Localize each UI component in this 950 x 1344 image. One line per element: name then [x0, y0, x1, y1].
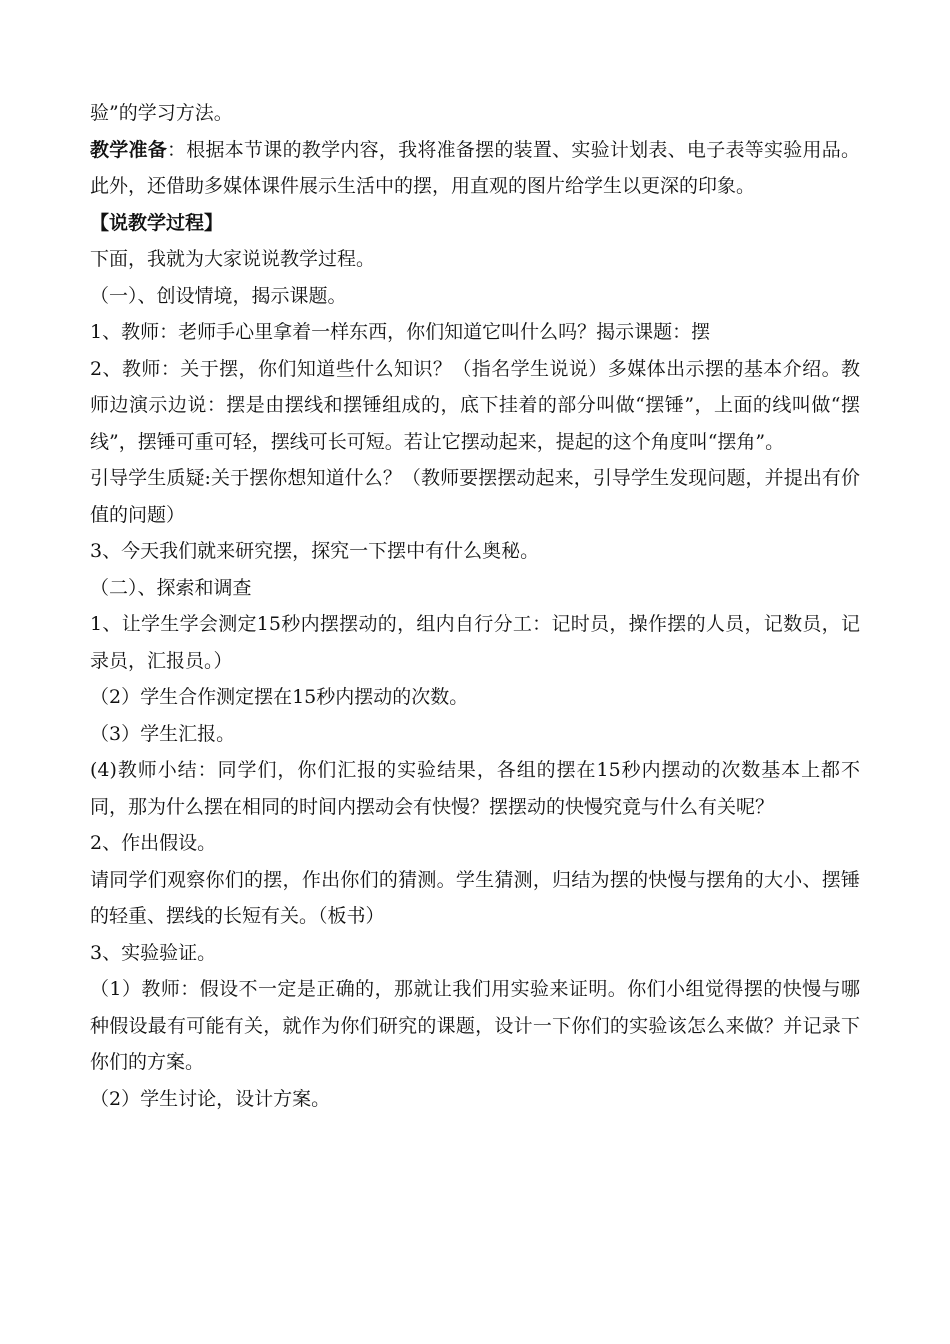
paragraph-text: 3、今天我们就来研究摆，探究一下摆中有什么奥秘。 — [90, 540, 540, 562]
teaching-preparation-label: 教学准备 — [90, 138, 168, 161]
paragraph-step-1 — [90, 314, 860, 351]
paragraph-teaching-preparation — [90, 132, 860, 205]
paragraph-step-2 — [90, 351, 860, 461]
paragraph-method-end — [90, 95, 860, 132]
paragraph-text: （二）、探索和调查 — [90, 576, 252, 599]
paragraph-text: 1、教师：老师手心里拿着一样东西，你们知道它叫什么吗？揭示课题：摆 — [90, 321, 711, 343]
paragraph-experiment-1 — [90, 971, 860, 1081]
paragraph-step-3 — [90, 533, 860, 570]
paragraph-text: ：根据本节课的教学内容，我将准备摆的装置、实验计划表、电子表等实验用品。此外，还借助多媒体课件展示生活中的摆，用直观的图片给学生以更深的印象。 — [90, 138, 860, 197]
paragraph-explore-3 — [90, 716, 860, 753]
paragraph-intro — [90, 241, 860, 278]
paragraph-text: （1）教师：假设不一定是正确的，那就让我们用实验来证明。你们小组觉得摆的快慢与哪种假设最有可能有关，就作为你们研究的课题，设计一下你们的实验该怎么来做？并记录下你们的方案。 — [90, 978, 860, 1073]
section-heading: 【说教学过程】 — [90, 211, 224, 234]
paragraph-guide-questions — [90, 460, 860, 533]
section-heading-teaching-process — [90, 205, 860, 242]
paragraph-hypothesis-heading — [90, 825, 860, 862]
paragraph-text: 2、作出假设。 — [90, 832, 217, 854]
paragraph-text: 请同学们观察你们的摆，作出你们的猜测。学生猜测，归结为摆的快慢与摆角的大小、摆锤的轻重、摆线的长短有关。（板书） — [90, 868, 860, 927]
paragraph-hypothesis — [90, 862, 860, 935]
paragraph-experiment-heading — [90, 935, 860, 972]
subsection-one-heading — [90, 278, 860, 315]
paragraph-text: 1、让学生学会测定15秒内摆摆动的，组内自行分工：记时员，操作摆的人员，记数员，记录员，汇报员。） — [90, 613, 860, 672]
paragraph-explore-4 — [90, 752, 860, 825]
paragraph-experiment-2 — [90, 1081, 860, 1118]
paragraph-explore-2 — [90, 679, 860, 716]
paragraph-text: 引导学生质疑:关于摆你想知道什么？（教师要摆摆动起来，引导学生发现问题，并提出有价值的问题） — [90, 467, 860, 526]
paragraph-text: （3）学生汇报。 — [90, 722, 236, 745]
paragraph-text: （2）学生合作测定摆在15秒内摆动的次数。 — [90, 686, 469, 708]
paragraph-explore-1 — [90, 606, 860, 679]
paragraph-text: 下面，我就为大家说说教学过程。 — [90, 248, 376, 270]
paragraph-text: （2）学生讨论，设计方案。 — [90, 1087, 331, 1110]
subsection-two-heading — [90, 570, 860, 607]
paragraph-text: 3、实验验证。 — [90, 941, 217, 964]
paragraph-text: (4)教师小结：同学们，你们汇报的实验结果，各组的摆在15秒内摆动的次数基本上都不同，那为什么摆在相同的时间内摆动会有快慢？摆摆动的快慢究竟与什么有关呢？ — [90, 759, 860, 818]
paragraph-text: 验”的学习方法。 — [90, 102, 233, 124]
paragraph-text: 2、教师：关于摆，你们知道些什么知识？（指名学生说说）多媒体出示摆的基本介绍。教师边演示边说：摆是由摆线和摆锤组成的，底下挂着的部分叫做“摆锤”，上面的线叫做“摆线”，摆锤可重可轻，摆线可长可短。若让它摆动起来，提起的这个角度叫“摆角”。 — [90, 357, 860, 453]
paragraph-text: （一）、创设情境，揭示课题。 — [90, 284, 347, 307]
document-body — [90, 95, 860, 1117]
